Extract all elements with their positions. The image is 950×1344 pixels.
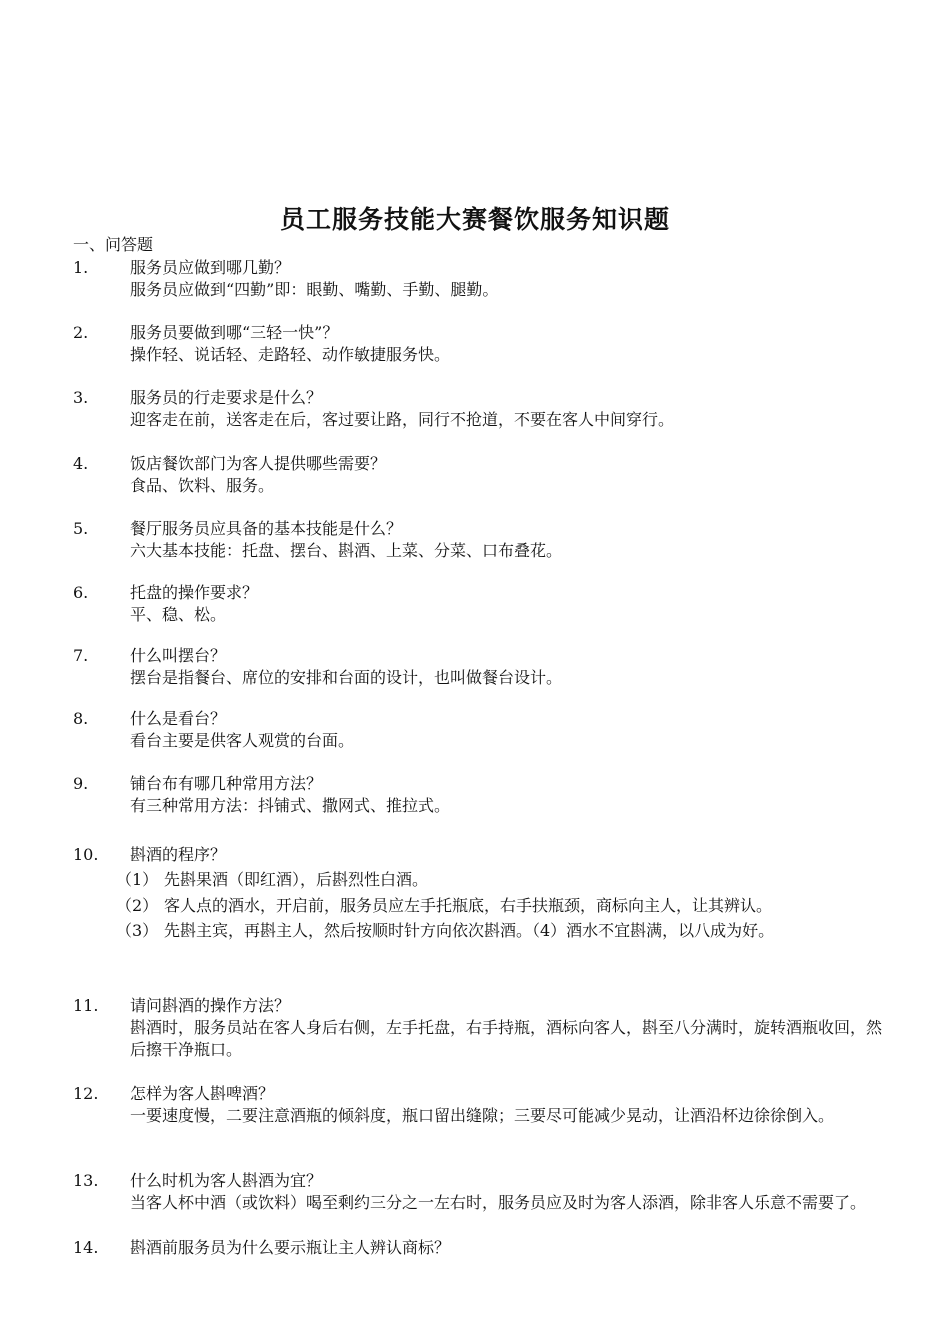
question-number: 4. (73, 454, 89, 473)
question-number: 8. (73, 709, 89, 728)
question-number: 5. (73, 519, 89, 538)
question-number: 10. (73, 845, 99, 864)
answer-text: 操作轻、说话轻、走路轻、动作敏捷服务快。 (130, 345, 451, 364)
answer-text: 一要速度慢，二要注意酒瓶的倾斜度，瓶口留出缝隙；三要尽可能减少晃动，让酒沿杯边徐徐倒入。 (130, 1106, 835, 1125)
question-text: 斟酒前服务员为什么要示瓶让主人辨认商标？ (130, 1238, 451, 1257)
question-number: 11. (73, 996, 99, 1015)
question-text: 什么叫摆台？ (130, 646, 227, 665)
page-title: 员工服务技能大赛餐饮服务知识题 (279, 205, 670, 234)
question-text: 服务员的行走要求是什么？ (130, 388, 323, 407)
question-number: 6. (73, 583, 89, 602)
answer-text: 服务员应做到“四勤”即：眼勤、嘴勤、手勤、腿勤。 (130, 280, 499, 299)
question-number: 2. (73, 323, 89, 342)
question-text: 服务员应做到哪几勤？ (130, 258, 291, 277)
step-text: 先斟主宾，再斟主人，然后按顺时针方向依次斟酒。（4）酒水不宜斟满，以八成为好。 (164, 921, 775, 940)
section-heading: 一、问答题 (73, 235, 154, 254)
answer-text: 平、稳、松。 (130, 605, 227, 624)
answer-text: 斟酒时，服务员站在客人身后右侧，左手托盘，右手持瓶，酒标向客人，斟至八分满时，旋转酒瓶收回，然后擦干净瓶口。 (130, 1018, 883, 1059)
question-text: 餐厅服务员应具备的基本技能是什么？ (130, 519, 403, 538)
answer-text: 看台主要是供客人观赏的台面。 (130, 731, 355, 750)
question-text: 什么时机为客人斟酒为宜？ (130, 1171, 323, 1190)
question-text: 斟酒的程序？ (130, 845, 227, 864)
question-text: 托盘的操作要求？ (130, 583, 259, 602)
step-text: 客人点的酒水，开启前，服务员应左手托瓶底，右手扶瓶颈，商标向主人，让其辨认。 (164, 896, 773, 915)
answer-text: 迎客走在前，送客走在后，客过要让路，同行不抢道，不要在客人中间穿行。 (130, 410, 675, 429)
question-number: 3. (73, 388, 89, 407)
question-number: 9. (73, 774, 89, 793)
step-marker: （2） (116, 896, 159, 915)
step-text: 先斟果酒（即红酒），后斟烈性白酒。 (164, 870, 429, 889)
step-marker: （1） (116, 870, 159, 889)
question-number: 12. (73, 1084, 99, 1103)
question-text: 请问斟酒的操作方法？ (130, 996, 291, 1015)
question-number: 7. (73, 646, 89, 665)
question-text: 铺台布有哪几种常用方法？ (130, 774, 323, 793)
answer-text: 有三种常用方法：抖铺式、撒网式、推拉式。 (130, 796, 451, 815)
step-marker: （3） (116, 921, 159, 940)
question-text: 服务员要做到哪“三轻一快”？ (130, 323, 339, 342)
answer-text: 当客人杯中酒（或饮料）喝至剩约三分之一左右时，服务员应及时为客人添酒，除非客人乐意不需要了。 (130, 1193, 867, 1212)
question-number: 1. (73, 258, 89, 277)
question-number: 13. (73, 1171, 99, 1190)
answer-text: 摆台是指餐台、席位的安排和台面的设计，也叫做餐台设计。 (130, 668, 563, 687)
question-text: 什么是看台？ (130, 709, 227, 728)
question-text: 怎样为客人斟啤酒？ (130, 1084, 275, 1103)
answer-text: 食品、饮料、服务。 (130, 476, 275, 495)
question-text: 饭店餐饮部门为客人提供哪些需要？ (130, 454, 387, 473)
question-number: 14. (73, 1238, 99, 1257)
answer-text: 六大基本技能：托盘、摆台、斟酒、上菜、分菜、口布叠花。 (130, 541, 563, 560)
